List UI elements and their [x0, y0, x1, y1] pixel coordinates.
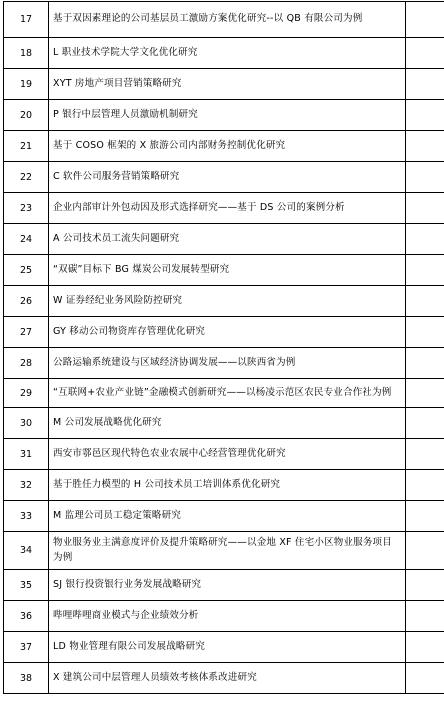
row-number: 21	[4, 131, 49, 162]
topic-title: 基于 COSO 框架的 X 旅游公司内部财务控制优化研究	[49, 131, 406, 162]
table-row	[4, 408, 444, 439]
topic-title: “双碳”目标下 BG 煤炭公司发展转型研究	[49, 255, 406, 286]
table-row	[4, 224, 444, 255]
topic-title: LD 物业管理有限公司发展战略研究	[49, 632, 406, 663]
topic-title: X 建筑公司中层管理人员绩效考核体系改进研究	[49, 663, 406, 694]
table-body	[4, 2, 444, 694]
topic-title: L 职业技术学院大学文化优化研究	[49, 38, 406, 69]
empty-cell	[406, 408, 444, 439]
table-row	[4, 255, 444, 286]
empty-cell	[406, 663, 444, 694]
row-number: 20	[4, 100, 49, 131]
topic-title: “互联网+农业产业链”金融模式创新研究——以杨凌示范区农民专业合作社为例	[49, 379, 406, 408]
topic-title: C 软件公司服务营销策略研究	[49, 162, 406, 193]
table-row	[4, 69, 444, 100]
empty-cell	[406, 317, 444, 348]
row-number: 17	[4, 2, 49, 38]
row-number: 27	[4, 317, 49, 348]
table-row	[4, 601, 444, 632]
empty-cell	[406, 501, 444, 532]
topic-title: M 监理公司员工稳定策略研究	[49, 501, 406, 532]
row-number: 32	[4, 470, 49, 501]
row-number: 29	[4, 379, 49, 408]
table-row	[4, 570, 444, 601]
topic-title: M 公司发展战略优化研究	[49, 408, 406, 439]
topic-title: GY 移动公司物资库存管理优化研究	[49, 317, 406, 348]
row-number: 36	[4, 601, 49, 632]
topic-title: 物业服务业主满意度评价及提升策略研究——以金地 XF 住宅小区物业服务项目为例	[49, 532, 406, 570]
empty-cell	[406, 601, 444, 632]
empty-cell	[406, 379, 444, 408]
table-row	[4, 663, 444, 694]
thesis-topic-table	[3, 1, 444, 694]
row-number: 37	[4, 632, 49, 663]
table-row	[4, 162, 444, 193]
topic-title: 基于双因素理论的公司基层员工激励方案优化研究--以 QB 有限公司为例	[49, 2, 406, 38]
table-row	[4, 131, 444, 162]
empty-cell	[406, 131, 444, 162]
topic-title: A 公司技术员工流失问题研究	[49, 224, 406, 255]
empty-cell	[406, 162, 444, 193]
table-row	[4, 286, 444, 317]
topic-title: 公路运输系统建设与区域经济协调发展——以陕西省为例	[49, 348, 406, 379]
empty-cell	[406, 224, 444, 255]
topic-title: P 银行中层管理人员激励机制研究	[49, 100, 406, 131]
row-number: 30	[4, 408, 49, 439]
row-number: 23	[4, 193, 49, 224]
table-row	[4, 317, 444, 348]
row-number: 34	[4, 532, 49, 570]
empty-cell	[406, 100, 444, 131]
table-row	[4, 38, 444, 69]
empty-cell	[406, 286, 444, 317]
row-number: 35	[4, 570, 49, 601]
empty-cell	[406, 570, 444, 601]
row-number: 18	[4, 38, 49, 69]
table-row	[4, 348, 444, 379]
empty-cell	[406, 470, 444, 501]
row-number: 25	[4, 255, 49, 286]
row-number: 26	[4, 286, 49, 317]
empty-cell	[406, 532, 444, 570]
empty-cell	[406, 439, 444, 470]
row-number: 31	[4, 439, 49, 470]
table-row	[4, 632, 444, 663]
empty-cell	[406, 38, 444, 69]
row-number: 33	[4, 501, 49, 532]
table-row	[4, 2, 444, 38]
row-number: 24	[4, 224, 49, 255]
row-number: 19	[4, 69, 49, 100]
topic-title: SJ 银行投资银行业务发展战略研究	[49, 570, 406, 601]
topic-title: 哔哩哔哩商业模式与企业绩效分析	[49, 601, 406, 632]
empty-cell	[406, 348, 444, 379]
topic-title: XYT 房地产项目营销策略研究	[49, 69, 406, 100]
table-row	[4, 100, 444, 131]
table-row	[4, 379, 444, 408]
empty-cell	[406, 193, 444, 224]
table-row	[4, 470, 444, 501]
empty-cell	[406, 632, 444, 663]
row-number: 22	[4, 162, 49, 193]
topic-title: W 证券经纪业务风险防控研究	[49, 286, 406, 317]
table-row	[4, 532, 444, 570]
table-row	[4, 501, 444, 532]
topic-title: 西安市鄠邑区现代特色农业农展中心经营管理优化研究	[49, 439, 406, 470]
table-row	[4, 439, 444, 470]
empty-cell	[406, 255, 444, 286]
topic-title: 企业内部审计外包动因及形式选择研究——基于 DS 公司的案例分析	[49, 193, 406, 224]
row-number: 38	[4, 663, 49, 694]
row-number: 28	[4, 348, 49, 379]
empty-cell	[406, 2, 444, 38]
topic-title: 基于胜任力模型的 H 公司技术员工培训体系优化研究	[49, 470, 406, 501]
empty-cell	[406, 69, 444, 100]
table-row	[4, 193, 444, 224]
